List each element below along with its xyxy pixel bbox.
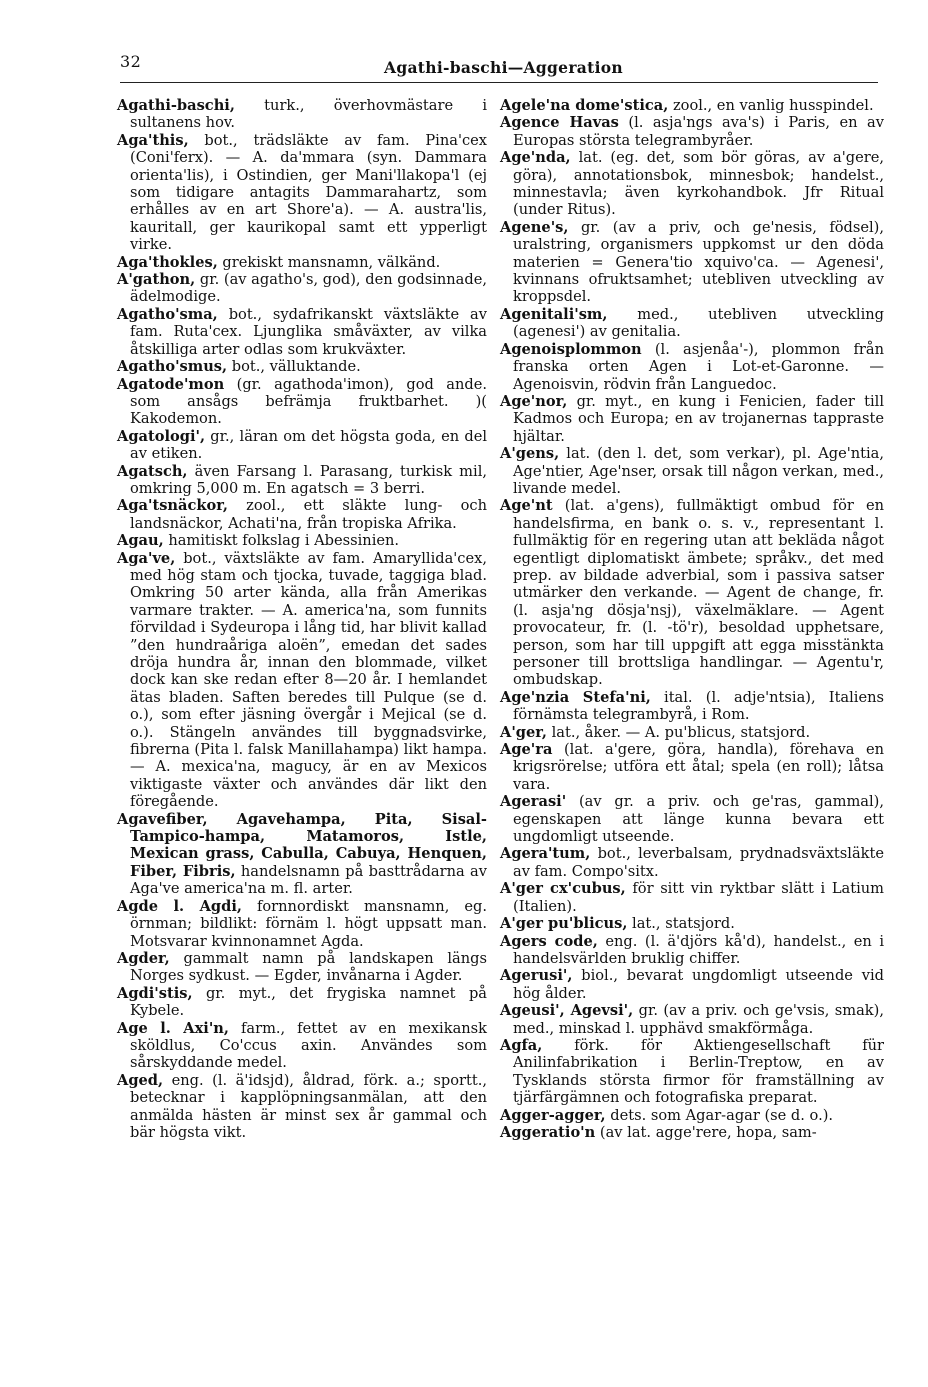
dictionary-entry bbox=[500, 880, 884, 915]
entry-definition: bot., växtsläkte av fam. Amaryllida'cex, med hög stam och tjocka, tuvade, taggiga blad. Omkring 50 arter kända, alla från Amerikas varmare trakter. — A. america'na, som funnits förvildad i Sydeuropa i lång tid, har blivit kallad ”den hundraåriga aloën”, emedan det sades dröja hundra år, innan den blommade, vilket dock kan ske redan efter 8—20 år. I hemlandet ätas bladen. Saften beredes till Pulque (se d. o.), som efter jäsning övergår i Mejical (se d. o.). Stängeln användes till byggnadsvirke, fibrerna (Pita l. falsk Manillahampa) likt hampa. — A. mexica'na, magucy, är en av Mexicos viktigaste växter och användes där likt den föregående. bbox=[130, 549, 487, 811]
dictionary-entry bbox=[117, 97, 487, 132]
dictionary-entry bbox=[500, 1037, 884, 1107]
entry-definition: gr. myt., en kung i Fenicien, fader till Kadmos och Europa; en av trojanernas tappraste hjältar. bbox=[513, 392, 884, 445]
dictionary-entry bbox=[117, 132, 487, 254]
entry-definition: med., utebliven utveckling (agenesi') av genitalia. bbox=[513, 305, 884, 341]
entry-headword: Agger-agger, bbox=[500, 1106, 606, 1124]
entry-headword: Agerasi' bbox=[500, 793, 567, 811]
entry-definition: lat. (eg. det, som bör göras, av a'gere, göra), annotationsbok, minnesbok; handelst., minnestavla; även kyrkohandbok. Jfr Ritual (under Ritus). bbox=[513, 149, 884, 219]
entry-definition: zool., en vanlig husspindel. bbox=[668, 97, 874, 114]
dictionary-entry bbox=[117, 428, 487, 463]
dictionary-entry bbox=[500, 219, 884, 306]
dictionary-entry bbox=[117, 497, 487, 532]
dictionary-entry bbox=[500, 149, 884, 219]
dictionary-entry bbox=[117, 358, 487, 375]
dictionary-entry bbox=[117, 985, 487, 1020]
dictionary-entry bbox=[500, 741, 884, 793]
entry-definition: hamitiskt folkslag i Abessinien. bbox=[163, 532, 400, 550]
entry-definition: lat., statsjord. bbox=[627, 915, 735, 933]
entry-headword: Agele'na dome'stica, bbox=[500, 97, 669, 114]
dictionary-entry bbox=[117, 811, 487, 898]
dictionary-entry bbox=[117, 271, 487, 306]
entry-headword: Agera'tum, bbox=[500, 845, 591, 863]
dictionary-entry bbox=[117, 532, 487, 549]
left-column bbox=[117, 97, 487, 1141]
entry-headword: Ageusi', Agevsi', bbox=[500, 1002, 634, 1020]
page-number: 32 bbox=[120, 52, 142, 71]
entry-definition: fornnordiskt mansnamn, eg. örnman; bildlikt: förnäm l. högt uppsatt man. Motsvarar kvinnonamnet Agda. bbox=[130, 897, 487, 950]
entry-definition: ital. (l. adje'ntsia), Italiens förnämsta telegrambyrå, i Rom. bbox=[513, 688, 884, 724]
entry-definition: (l. asjenåa'-), plommon från franska orten Agen i Lot-et-Garonne. — Agenoisvin, rödvin från Languedoc. bbox=[513, 340, 884, 393]
entry-headword: Agers code, bbox=[500, 932, 598, 950]
entry-definition: gr. (av a priv, och ge'nesis, födsel), uralstring, organismers uppkomst ur den döda materien = Genera'tio xquivo'ca. — Agenesi', kvinnans ofruktsamhet; utebliven utveckling av kroppsdel. bbox=[513, 218, 884, 306]
dictionary-entry bbox=[500, 97, 884, 114]
entry-headword: Agatode'mon bbox=[117, 375, 225, 393]
entry-headword: Agavefiber, Agavehampa, Pita, Sisal-Tampico-hampa, Matamoros, Istle, Mexican grass, Cabulla, Cabuya, Henquen, Fiber, Fibris, bbox=[117, 810, 487, 880]
dictionary-entry bbox=[500, 793, 884, 845]
dictionary-entry bbox=[500, 1107, 884, 1124]
entry-headword: Aga'thokles, bbox=[117, 253, 218, 271]
entry-headword: Age'ra bbox=[500, 741, 553, 759]
dictionary-entry bbox=[500, 341, 884, 393]
entry-headword: Aga've, bbox=[117, 549, 176, 567]
entry-definition: eng. (l. ä'djörs kå'd), handelst., en i handelsvärlden bruklig chiffer. bbox=[513, 932, 884, 967]
dictionary-entry bbox=[500, 915, 884, 932]
entry-definition: förk. för Aktiengesellschaft für Anilinfabrikation i Berlin-Treptow, en av Tysklands största firmor för framställning av tjärfärgämnen och fotografiska preparat. bbox=[513, 1036, 884, 1107]
entry-definition: eng. (l. ä'idsjd), åldrad, förk. a.; sportt., betecknar i kapplöpningsanmälan, att den anmälda hästen är minst sex år gammal och bär högsta vikt. bbox=[130, 1071, 487, 1141]
dictionary-entry bbox=[500, 1124, 884, 1141]
entry-definition: (av gr. a priv. och ge'ras, gammal), egenskapen att länge kunna bevara ett ungdomligt utseende. bbox=[513, 793, 884, 846]
entry-headword: Aged, bbox=[117, 1071, 164, 1089]
entry-definition: handelsnamn på basttrådarna av Aga've america'na m. fl. arter. bbox=[130, 862, 487, 898]
dictionary-entry bbox=[500, 445, 884, 497]
entry-definition: turk., överhovmästare i sultanens hov. bbox=[130, 97, 487, 132]
entry-definition: (lat. a'gens), fullmäktigt ombud för en handelsfirma, en bank o. s. v., representant l. fullmäktig för en regering utan att bekläda något egentligt diplomatiskt ämbete; språkv., det med prep. av bildade adverbial, som i passiva satser utmärker den verkande. — Agent de change, fr. (l. asja'ng dösja'nsj), växelmäklare. — Agent provocateur, fr. (l. -tö'r), besoldad upphetsare, person, som har till uppgift att egga misstänkta personer till brottsliga handlingar. — Agentu'r, ombudskap. bbox=[513, 497, 884, 689]
entry-headword: Age'nzia Stefa'ni, bbox=[500, 688, 651, 706]
entry-definition: lat., åker. — A. pu'blicus, statsjord. bbox=[547, 723, 811, 741]
entry-headword: Aga'this, bbox=[117, 131, 189, 149]
dictionary-entry bbox=[500, 1002, 884, 1037]
entry-headword: Agatho'smus, bbox=[117, 358, 228, 376]
dictionary-entry bbox=[117, 463, 487, 498]
entry-definition: gr. myt., det frygiska namnet på Kybele. bbox=[130, 984, 487, 1020]
dictionary-entry bbox=[500, 967, 884, 1002]
entry-headword: Aggeratio'n bbox=[500, 1123, 596, 1141]
dictionary-entry bbox=[117, 898, 487, 950]
dictionary-entry bbox=[117, 376, 487, 428]
entry-definition: bot., sydafrikanskt växtsläkte av fam. Ruta'cex. Ljunglika småväxter, av vilka åtskilliga arter odlas som krukväxter. bbox=[130, 305, 487, 358]
entry-definition: för sitt vin ryktbar slätt i Latium (Italien). bbox=[513, 880, 884, 915]
entry-headword: Age'nda, bbox=[500, 149, 571, 167]
entry-definition: gr. (av a priv. och ge'vsis, smak), med., minskad l. upphävd smakförmåga. bbox=[513, 1002, 884, 1037]
entry-headword: Agatsch, bbox=[117, 462, 188, 480]
entry-definition: (av lat. agge'rere, hopa, sam- bbox=[595, 1123, 817, 1141]
entry-definition: gr. (av agatho's, god), den godsinnade, ädelmodige. bbox=[130, 271, 487, 306]
dictionary-entry bbox=[500, 724, 884, 741]
dictionary-entry bbox=[500, 497, 884, 688]
entry-definition: dets. som Agar-agar (se d. o.). bbox=[605, 1106, 834, 1124]
dictionary-entry bbox=[500, 114, 884, 149]
entry-headword: Agathi-baschi, bbox=[117, 97, 235, 114]
entry-headword: Agdi'stis, bbox=[117, 984, 193, 1002]
entry-definition: zool., ett släkte lung- och landsnäckor, Achati'na, från tropiska Afrika. bbox=[130, 497, 487, 532]
entry-headword: Agene's, bbox=[500, 218, 569, 236]
entry-headword: A'ger pu'blicus, bbox=[500, 915, 628, 933]
entry-headword: A'ger, bbox=[500, 723, 547, 741]
entry-headword: Agde l. Agdi, bbox=[117, 897, 242, 915]
entry-headword: Age'nor, bbox=[500, 392, 568, 410]
entry-headword: Agenitali'sm, bbox=[500, 305, 608, 323]
dictionary-entry bbox=[117, 1020, 487, 1072]
dictionary-entry bbox=[117, 1072, 487, 1142]
dictionary-entry bbox=[117, 950, 487, 985]
dictionary-entry bbox=[500, 306, 884, 341]
entry-definition: även Farsang l. Parasang, turkisk mil, omkring 5,000 m. En agatsch = 3 berri. bbox=[130, 462, 487, 497]
entry-headword: Agder, bbox=[117, 949, 170, 967]
entry-headword: A'gathon, bbox=[117, 271, 196, 289]
dictionary-entry bbox=[117, 550, 487, 811]
entry-definition: biol., bevarat ungdomligt utseende vid hög ålder. bbox=[513, 967, 884, 1002]
dictionary-entry bbox=[500, 933, 884, 968]
entry-headword: Age l. Axi'n, bbox=[117, 1019, 230, 1037]
entry-definition: bot., välluktande. bbox=[227, 358, 361, 376]
entry-headword: Agenoisplommon bbox=[500, 340, 642, 358]
entry-definition: (lat. a'gere, göra, handla), förehava en krigsrörelse; utföra ett åtal; spela (en roll); låtsa vara. bbox=[513, 741, 884, 793]
entry-definition: (gr. agathoda'imon), god ande. som ansågs befrämja fruktbarhet. )( Kakodemon. bbox=[130, 375, 487, 428]
right-column bbox=[500, 97, 884, 1141]
entry-definition: bot., trädsläkte av fam. Pina'cex (Coni'ferx). — A. da'mmara (syn. Dammara orienta'lis), i Ostindien, ger Mani'llakopa'l (ej som tidigare antagits Dammarahartz, som erhålles av en art Shore'a). — A. austra'lis, kauritall, ger kaurikopal samt ett ypperligt virke. bbox=[130, 131, 487, 254]
entry-headword: Agau, bbox=[117, 532, 164, 550]
dictionary-entry bbox=[500, 845, 884, 880]
entry-definition: bot., leverbalsam, prydnadsväxtsläkte av fam. Compo'sitx. bbox=[513, 845, 884, 880]
entry-headword: Agatho'sma, bbox=[117, 305, 218, 323]
entry-definition: grekiskt mansnamn, välkänd. bbox=[217, 253, 441, 271]
dictionary-entry bbox=[117, 306, 487, 358]
entry-headword: Age'nt bbox=[500, 497, 553, 515]
entry-definition: gammalt namn på landskapen längs Norges sydkust. — Egder, invånarna i Agder. bbox=[130, 949, 487, 985]
entry-headword: Agerusi', bbox=[500, 967, 573, 985]
entry-headword: Agatologi', bbox=[117, 427, 206, 445]
entry-headword: Aga'tsnäckor, bbox=[117, 497, 228, 515]
entry-definition: farm., fettet av en mexikansk sköldlus, Co'ccus axin. Användes som sårskyddande medel. bbox=[130, 1019, 487, 1072]
entry-headword: A'gens, bbox=[500, 445, 560, 463]
dictionary-entry bbox=[500, 393, 884, 445]
entry-headword: A'ger cx'cubus, bbox=[500, 880, 626, 898]
header-rule bbox=[120, 82, 878, 83]
entry-definition: lat. (den l. det, som verkar), pl. Age'ntia, Age'ntier, Age'nser, orsak till någon verkan, med., livande medel. bbox=[513, 445, 884, 497]
entry-definition: (l. asja'ngs ava's) i Paris, en av Europas största telegrambyråer. bbox=[513, 114, 884, 149]
dictionary-entry bbox=[117, 254, 487, 271]
dictionary-entry bbox=[500, 689, 884, 724]
entry-definition: gr., läran om det högsta goda, en del av etiken. bbox=[130, 427, 487, 463]
entry-headword: Agfa, bbox=[500, 1036, 543, 1054]
running-head: Agathi-baschi—Aggeration bbox=[384, 58, 623, 77]
entry-headword: Agence Havas bbox=[500, 114, 619, 132]
